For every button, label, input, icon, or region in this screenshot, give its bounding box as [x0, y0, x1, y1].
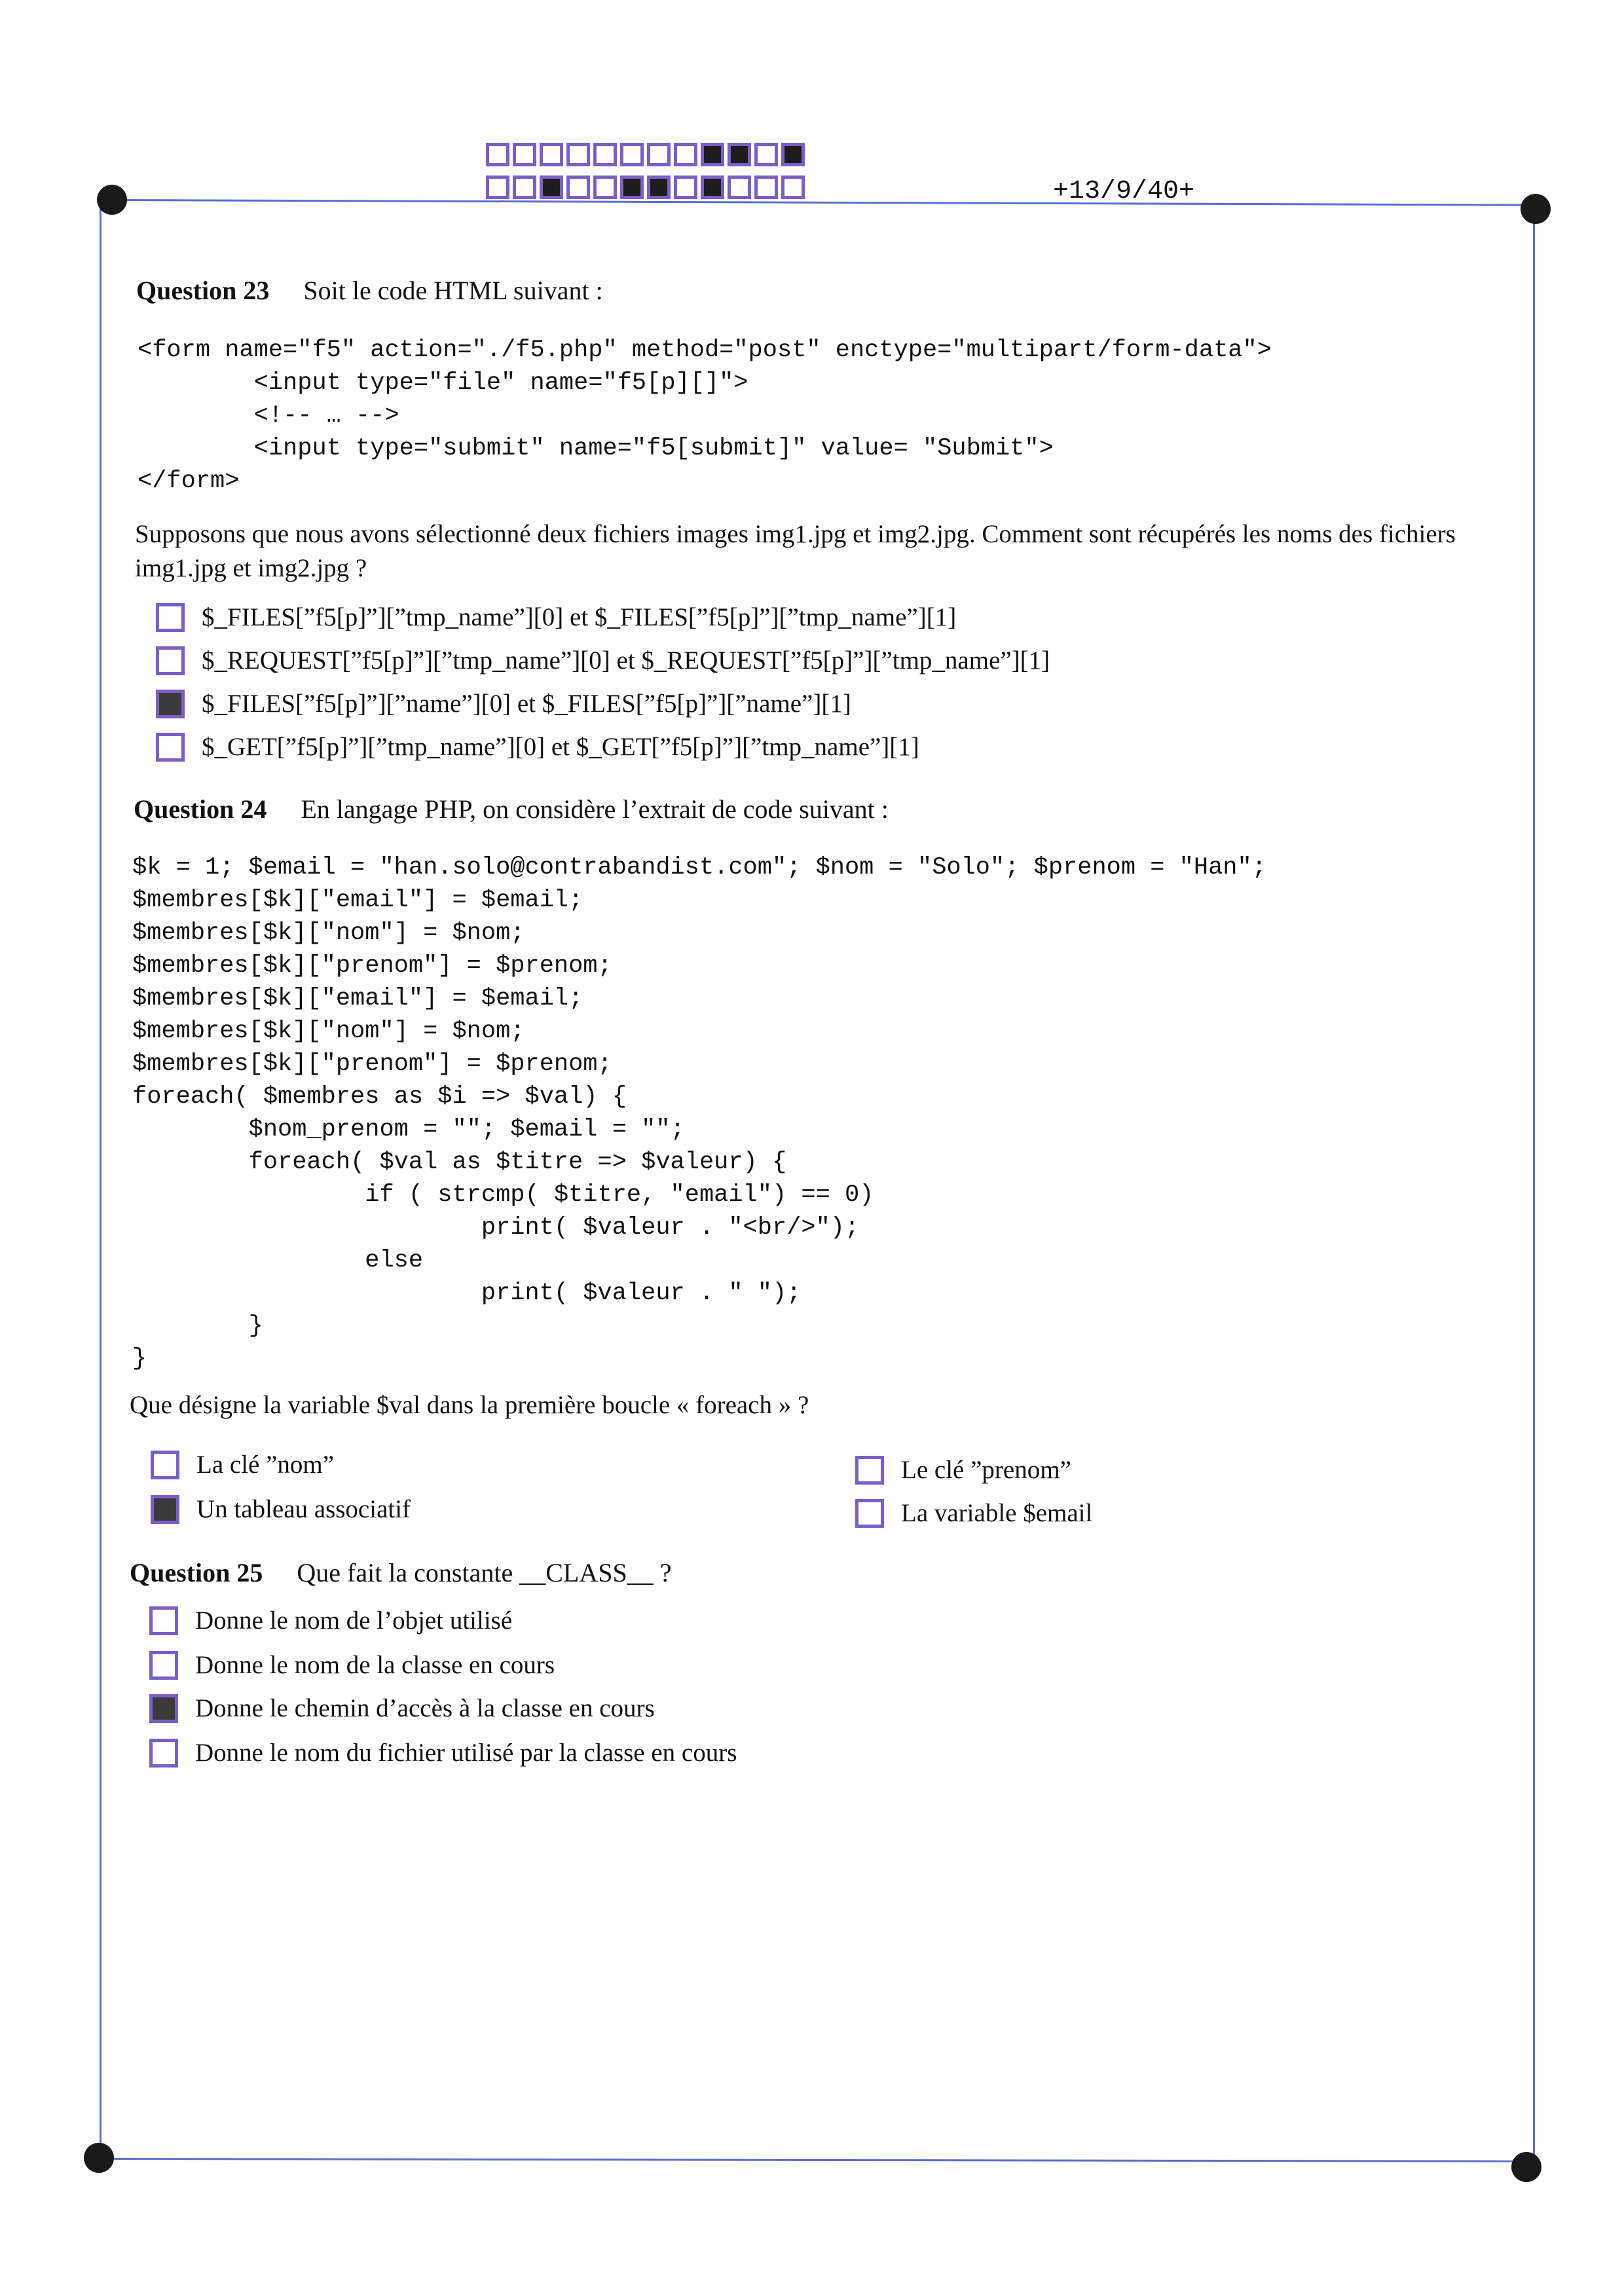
barcode-cell — [754, 143, 778, 166]
question-intro: Que fait la constante __CLASS__ ? — [297, 1558, 672, 1587]
answer-label: $_FILES[”f5[p]”][”name”][0] et $_FILES[”f5[p]”][”name”][1] — [202, 690, 851, 718]
answer-option[interactable] — [149, 1606, 512, 1635]
barcode-cell — [647, 176, 671, 199]
frame-left-line — [100, 200, 101, 2158]
barcode-cell — [754, 176, 778, 199]
barcode-cell — [674, 176, 697, 199]
corner-mark-top-left — [97, 185, 127, 215]
answer-label: Le clé ”prenom” — [901, 1456, 1071, 1484]
answer-option[interactable] — [156, 689, 851, 718]
barcode-cell — [620, 143, 644, 166]
question-23-title — [136, 275, 603, 306]
answer-checkbox[interactable] — [156, 603, 185, 632]
page-id: +13/9/40+ — [1053, 177, 1195, 206]
barcode-cell — [513, 176, 536, 199]
barcode-cell — [781, 176, 805, 199]
answer-checkbox[interactable] — [855, 1499, 884, 1528]
barcode-cell — [674, 143, 697, 166]
answer-checkbox[interactable] — [156, 646, 185, 675]
answer-option[interactable] — [151, 1494, 411, 1524]
barcode-cell — [486, 176, 509, 199]
question-intro: Soit le code HTML suivant : — [303, 276, 603, 305]
barcode-row-1 — [486, 143, 808, 166]
answer-option[interactable] — [855, 1455, 1071, 1485]
answer-checkbox[interactable] — [855, 1456, 884, 1485]
answer-label: Un tableau associatif — [196, 1495, 411, 1523]
question-24-title — [134, 794, 889, 824]
answer-label: $_REQUEST[”f5[p]”][”tmp_name”][0] et $_REQUEST[”f5[p]”][”tmp_name”][1] — [202, 646, 1050, 675]
answer-option[interactable] — [156, 646, 1050, 675]
answer-label: Donne le nom de l’objet utilisé — [195, 1606, 513, 1635]
barcode-cell — [647, 143, 671, 166]
answer-label: $_FILES[”f5[p]”][”tmp_name”][0] et $_FILES[”f5[p]”][”tmp_name”][1] — [202, 603, 957, 631]
barcode-cell — [540, 143, 563, 166]
answer-checkbox[interactable] — [149, 1739, 178, 1768]
barcode-row-2 — [486, 176, 808, 199]
answer-label: La clé ”nom” — [196, 1451, 335, 1479]
barcode-cell — [701, 143, 724, 166]
barcode-cell — [728, 143, 751, 166]
answer-checkbox[interactable] — [156, 690, 185, 718]
frame-right-line — [1533, 210, 1535, 2161]
question-label: Question 24 — [134, 794, 267, 824]
barcode-cell — [701, 176, 724, 199]
corner-mark-bottom-left — [84, 2143, 114, 2173]
answer-label: Donne le nom de la classe en cours — [195, 1651, 555, 1679]
barcode-cell — [781, 143, 805, 166]
answer-option[interactable] — [156, 602, 956, 632]
answer-label: La variable $email — [901, 1499, 1093, 1527]
answer-checkbox[interactable] — [149, 1651, 178, 1680]
barcode-cell — [540, 176, 563, 199]
corner-mark-bottom-right — [1511, 2152, 1541, 2182]
answer-option[interactable] — [149, 1650, 555, 1680]
answer-label: Donne le chemin d’accès à la classe en cours — [195, 1694, 655, 1722]
frame-top-line — [113, 199, 1540, 206]
barcode-cell — [513, 143, 536, 166]
answer-label: $_GET[”f5[p]”][”tmp_name”][0] et $_GET[”f5[p]”][”tmp_name”][1] — [202, 733, 919, 761]
frame-bottom-line — [100, 2158, 1530, 2162]
answer-option[interactable] — [151, 1450, 334, 1479]
barcode-cell — [620, 176, 644, 199]
answer-checkbox[interactable] — [151, 1451, 179, 1479]
answer-option[interactable] — [149, 1694, 655, 1723]
html-code-block: <form name="f5" action="./f5.php" method="post" enctype="multipart/form-data"> <input type="file" name="f5[p][]"> <!-- … --> <input type="submit" name="f5[submit]" value= "Submit"> </form> — [138, 337, 1272, 495]
answer-checkbox[interactable] — [151, 1495, 179, 1524]
php-code-block: $k = 1; $email = "han.solo@contrabandist.com"; $nom = "Solo"; $prenom = "Han"; $membres[$k]["email"] = $email; $membres[$k]["nom"] = $nom; $membres[$k]["prenom"] = $prenom; $membres[$k]["email"] = $email; $membres[$k]["nom"] = $nom; $membres[$k]["prenom"] = $prenom; foreach( $membres as $i => $val) { $nom_prenom = ""; $email = ""; foreach( $val as $titre => $valeur) { if ( strcmp( $titre, "email") == 0) print( $valeur . "<br/>"); else print( $valeur . " "); } } — [132, 854, 1266, 1373]
barcode-cell — [566, 143, 590, 166]
question-23-text: Supposons que nous avons sélectionné deux fichiers images img1.jpg et img2.jpg. Comment sont récupérés les noms des fichiers img1.jpg et img2.jpg ? — [135, 520, 1456, 582]
answer-checkbox[interactable] — [156, 733, 185, 762]
question-label: Question 23 — [136, 276, 270, 305]
barcode-cell — [486, 143, 509, 166]
answer-option[interactable] — [156, 732, 919, 762]
question-intro: En langage PHP, on considère l’extrait de code suivant : — [301, 794, 889, 824]
answer-option[interactable] — [855, 1498, 1092, 1528]
answer-checkbox[interactable] — [149, 1606, 178, 1635]
barcode-cell — [566, 176, 590, 199]
question-25-title — [130, 1557, 671, 1588]
barcode-cell — [593, 143, 617, 166]
answer-checkbox[interactable] — [149, 1694, 178, 1723]
question-24-text: Que désigne la variable $val dans la première boucle « foreach » ? — [130, 1391, 809, 1419]
barcode-cell — [728, 176, 751, 199]
answer-option[interactable] — [149, 1738, 737, 1768]
answer-label: Donne le nom du fichier utilisé par la classe en cours — [195, 1739, 737, 1767]
barcode-cell — [593, 176, 617, 199]
corner-mark-top-right — [1521, 194, 1551, 224]
question-label: Question 25 — [130, 1558, 263, 1587]
